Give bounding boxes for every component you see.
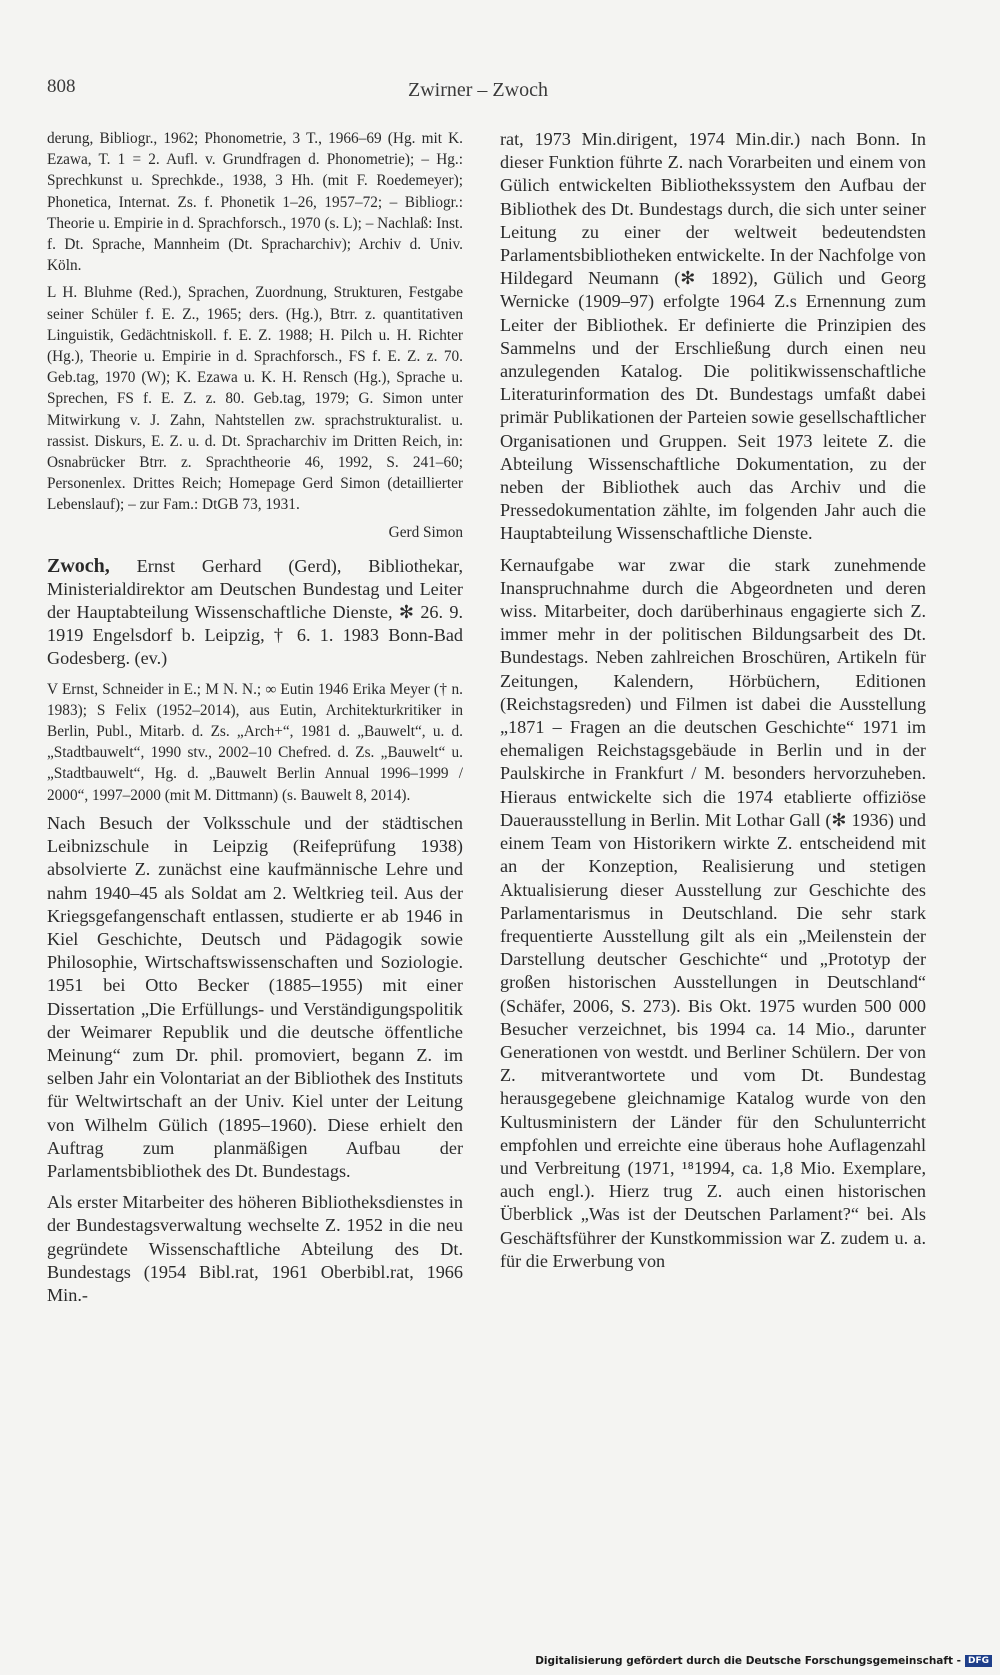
left-column [47,128,463,1315]
body-paragraph-2: Als erster Mitarbeiter des höheren Bibliotheksdienstes in der Bundestagsverwaltung wechselte Z. 1952 in die neu gegründete Wissenschaftliche Abteilung des Dt. Bundestags (1954 Bibl.rat, 1961 Oberbibl.rat, 1966 Min.- [47,1192,463,1305]
dfg-logo: DFG [965,1655,992,1667]
bibliography-literature: L H. Bluhme (Red.), Sprachen, Zuordnung, Strukturen, Festgabe seiner Schüler f. E. Z., 1965; ders. (Hg.), Btrr. z. quantitativen Linguistik, Gedächtniskoll. f. E. Z. 1988; H. Pilch u. H. Richter (Hg.), Theorie u. Empirie in d. Sprachforsch., FS f. E. Z. z. 70. Geb.tag, 1970 (W); K. Ezawa u. K. H. Rensch (Hg.), Sprache u. Sprechen, FS f. E. Z. z. 80. Geb.tag, 1979; G. Simon unter Mitwirkung v. J. Zahn, Nahtstellen zw. sprachstrukturalist. u. rassist. Diskurs, E. Z. u. d. Dt. Spracharchiv im Dritten Reich, in: Osnabrücker Btrr. z. Sprachtheorie 46, 1992, S. 241–60; Personenlex. Drittes Reich; Homepage Gerd Simon (detaillierter Lebenslauf); – zur Fam.: DtGB 73, 1931. [47,284,463,514]
genealogy: V Ernst, Schneider in E.; M N. N.; ∞ Eutin 1946 Erika Meyer († n. 1983); S Felix (1952–2014), aus Eutin, Architekturkritiker in Berlin, Publ., Mitarb. d. Zs. „Arch+“, 1981 d. „Bauwelt“, u. d. „Stadtbauwelt“, 1990 stv., 2002–10 Chefred. d. Zs. „Bauwelt“ u. „Stadtbauwelt“, Hg. d. „Bauwelt Berlin Annual 1996–1999 / 2000“, 1997–2000 (mit M. Dittmann) (s. Bauwelt 8, 2014). [47,680,463,804]
running-head: Zwirner – Zwoch [408,79,548,101]
lemma-heading [47,555,463,671]
footer-text: Digitalisierung gefördert durch die Deutsche Forschungsgemeinschaft - [535,1655,961,1667]
author-signature: Gerd Simon [388,523,463,541]
page-number: 808 [47,76,76,97]
lemma-name: Zwoch, [47,554,110,577]
body-paragraph-3: rat, 1973 Min.dirigent, 1974 Min.dir.) nach Bonn. In dieser Funktion führte Z. nach Vorarbeiten und einem von Gülich entwickelten Bibliothekssystem den Aufbau der Bibliothek des Dt. Bundestags durch, die sich unter seiner Leitung zu einer der weltweit bedeutendsten Parlamentsbibliotheken entwickelte. In der Nachfolge von Hildegard Neumann (✻ 1892), Gülich und Georg Wernicke (1909–97) erfolgte 1964 Z.s Ernennung zum Leiter der Bibliothek. Er definierte die Prinzipien des Sammelns und der Erschließung durch einen neu anzulegenden Katalog. Die politikwissenschaftliche Literaturinformation des Dt. Bundestags umfaßt dabei primär Publikationen der Parteien sowie gesellschaftlicher Organisationen und Gruppen. Seit 1973 leitete Z. die Abteilung Wissenschaftliche Dokumentation, zu der neben der Bibliothek auch das Archiv und die Pressedokumentation zählte, im folgenden Jahr auch die Hauptabteilung Wissenschaftliche Dienste. [500,129,926,544]
body-paragraph-1: Nach Besuch der Volksschule und der städtischen Leibnizschule in Leipzig (Reifeprüfung 1938) absolvierte Z. zunächst eine kaufmännische Lehre und nahm 1940–45 als Soldat am 2. Weltkrieg teil. Aus der Kriegsgefangenschaft entlassen, studierte er ab 1946 in Kiel Geschichte, Deutsch und Pädagogik sowie Philosophie, Wirtschaftswissenschaften und Soziologie. 1951 bei Otto Becker (1885–1955) mit einer Dissertation „Die Erfüllungs- und Verständigungspolitik der Weimarer Republik und die deutsche öffentliche Meinung“ zum Dr. phil. promoviert, begann Z. im selben Jahr ein Volontariat an der Bibliothek des Instituts für Weltwirtschaft an der Univ. Kiel unter der Leitung von Wilhelm Gülich (1895–1960). Diese erhielt den Auftrag zum planmäßigen Aufbau der Parlamentsbibliothek des Dt. Bundestags. [47,812,463,1181]
digitization-footer [535,1655,992,1667]
bibliography-works: derung, Bibliogr., 1962; Phonometrie, 3 T., 1966–69 (Hg. mit K. Ezawa, T. 1 = 2. Aufl. v. Grundfragen d. Phonometrie); – Hg.: Sprechkunst u. Sprechkde., 1938, 3 Hh. (mit F. Roedemeyer); Phonetica, Internat. Zs. f. Phonetik 1–26, 1957–72; – Bibliogr.: Theorie u. Empirie in d. Sprachforsch., 1970 (s. L); – Nachlaß: Inst. f. Dt. Sprache, Mannheim (Dt. Spracharchiv); Archiv d. Univ. Köln. [47,130,463,275]
body-paragraph-4: Kernaufgabe war zwar die stark zunehmende Inanspruchnahme durch die Abgeordneten und deren wiss. Mitarbeiter, doch darüberhinaus engagierte sich Z. immer mehr in der politischen Bildungsarbeit des Dt. Bundestags. Neben zahlreichen Broschüren, Artikeln für Zeitungen, Kalendern, Hörbüchern, Editionen (Reichstagsreden) und Filmen ist dabei die Ausstellung „1871 – Fragen an die deutschen Geschichte“ 1971 im ehemaligen Reichstagsgebäude in Berlin und in der Paulskirche in Frankfurt / M. besonders hervorzuheben. Hieraus entwickelte sich die 1974 etablierte offiziöse Dauerausstellung in Berlin. Mit Lothar Gall (✻ 1936) und einem Team von Historikern wirkte Z. entscheidend mit an der Konzeption, Realisierung und stetigen Aktualisierung dieser Ausstellung zur Geschichte des Parlamentarismus in Deutschland. Die sehr stark frequentierte Ausstellung gilt als ein „Meilenstein der Darstellung deutscher Geschichte“ und „Prototyp der großen historischen Ausstellungen in Deutschland“ (Schäfer, 2006, S. 273). Bis Okt. 1975 wurden 500 000 Besucher verzeichnet, bis 1994 ca. 14 Mio., darunter Generationen von westdt. und Berliner Schülern. Der von Z. mitverantwortete und vom Dt. Bundestag herausgegebene gleichnamige Katalog wurde von den Kultusministern der Länder für den Schulunterricht empfohlen und erreichte eine überaus hohe Auflagenzahl und Verbreitung (1971, ¹⁸1994, ca. 1,8 Mio. Exemplare, auch engl.). Hierz trug Z. auch einen historischen Überblick „Was ist der Deutschen Parlament?“ bei. Als Geschäftsführer der Kunstkommission war Z. zudem u. a. für die Erwerbung von [500,554,926,1271]
right-column [500,128,926,1281]
lemma-text: Ernst Gerhard (Gerd), Bibliothekar, Ministerialdirektor am Deutschen Bundestag und Leiter der Hauptabteilung Wissenschaftliche Dienste, ✻ 26. 9. 1919 Engelsdorf b. Leipzig, † 6. 1. 1983 Bonn-Bad Godesberg. (ev.) [47,555,463,669]
